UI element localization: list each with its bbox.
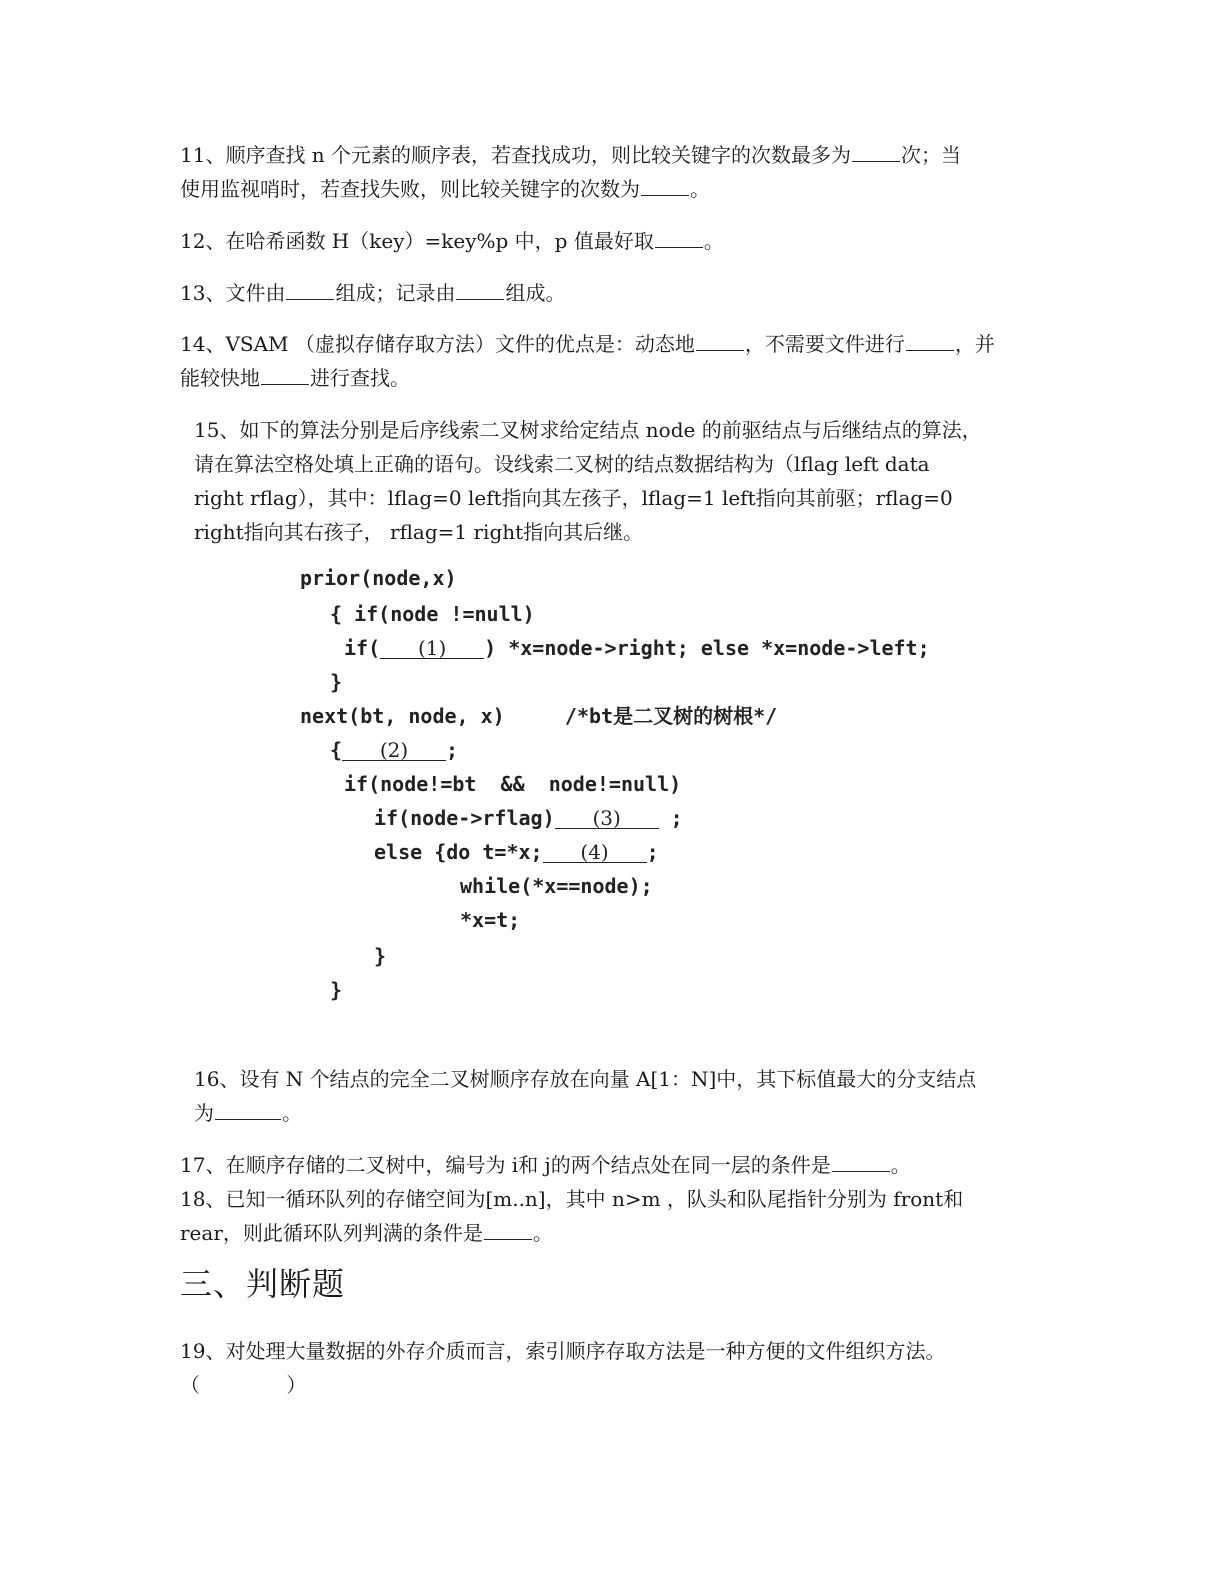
question-19-line-1: 19、对处理大量数据的外存介质而言，索引顺序存取方法是一种方便的文件组织方法。 <box>180 1339 946 1363</box>
question-13: 13、文件由 组成；记录由 组成。 <box>180 276 1040 310</box>
answer-blank[interactable] <box>696 328 744 351</box>
code-line: else {do t=*x; (4) ; <box>374 840 659 864</box>
code-line: { (2) ; <box>330 738 459 762</box>
question-18-line-2: rear，则此循环队列判满的条件是 。 <box>180 1216 1040 1250</box>
question-17: 17、在顺序存储的二叉树中，编号为 i和 j的两个结点处在同一层的条件是 。 <box>180 1148 1040 1182</box>
answer-blank[interactable] <box>641 173 689 196</box>
code-blank-2[interactable]: (2) <box>342 740 446 761</box>
answer-blank[interactable] <box>215 1097 281 1120</box>
answer-parentheses[interactable]: （ ） <box>180 1373 347 1397</box>
question-19 <box>180 1334 1040 1402</box>
code-line: next(bt, node, x) /*bt是二叉树的树根*/ <box>300 704 778 728</box>
code-line: } <box>330 670 343 694</box>
question-15-line-2: 请在算法空格处填上正确的语句。设线索二叉树的结点数据结构为（lflag left data <box>194 452 930 476</box>
answer-blank[interactable] <box>484 1217 532 1240</box>
question-15-line-4: right指向其右孩子， rflag=1 right指向其后继。 <box>194 520 644 544</box>
question-11-line-2: 使用监视哨时，若查找失败，则比较关键字的次数为 。 <box>180 172 1040 206</box>
section-heading: 三、判断题 <box>180 1265 346 1303</box>
code-blank-1[interactable]: (1) <box>380 638 484 659</box>
answer-blank[interactable] <box>286 277 334 300</box>
question-14-line-2: 能较快地 进行查找。 <box>180 361 1040 395</box>
question-18 <box>180 1182 1040 1250</box>
code-line: prior(node,x) <box>300 566 457 590</box>
answer-blank[interactable] <box>261 362 309 385</box>
code-line: } <box>330 978 343 1002</box>
answer-blank[interactable] <box>852 139 900 162</box>
code-line: if( (1) ) *x=node->right; else *x=node->left; <box>344 636 930 660</box>
answer-blank[interactable] <box>655 225 703 248</box>
question-18-line-1: 18、已知一循环队列的存储空间为[m..n]，其中 n>m ，队头和队尾指针分别为 front和 <box>180 1187 964 1211</box>
question-16-line-1: 16、设有 N 个结点的完全二叉树顺序存放在向量 A[1：N]中，其下标值最大的分支结点 <box>194 1067 977 1091</box>
code-line: *x=t; <box>460 908 521 932</box>
code-line: if(node->rflag) (3) ; <box>374 806 683 830</box>
code-blank-3[interactable]: (3) <box>555 808 659 829</box>
question-15-line-3: right rflag），其中：lflag=0 left指向其左孩子，lflag=1 left指向其前驱；rflag=0 <box>194 486 953 510</box>
answer-blank[interactable] <box>832 1149 890 1172</box>
question-12: 12、在哈希函数 H（key）=key%p 中，p 值最好取 。 <box>180 224 1040 258</box>
question-14-line-1: 14、VSAM （虚拟存储存取方法）文件的优点是：动态地 ，不需要文件进行 ，并 <box>180 327 1040 361</box>
question-15-line-1: 15、如下的算法分别是后序线索二叉树求给定结点 node 的前驱结点与后继结点的算法， <box>194 418 982 442</box>
code-line: if(node!=bt && node!=null) <box>344 772 682 796</box>
code-line: while(*x==node); <box>460 874 653 898</box>
code-line: { if(node !=null) <box>330 602 535 626</box>
question-11 <box>180 138 1040 206</box>
question-16 <box>194 1062 1054 1130</box>
answer-blank[interactable] <box>906 328 954 351</box>
question-16-line-2: 为 。 <box>194 1096 1054 1130</box>
answer-blank[interactable] <box>456 277 504 300</box>
question-14 <box>180 327 1040 395</box>
code-line: } <box>374 944 387 968</box>
question-15 <box>194 413 1054 549</box>
code-blank-4[interactable]: (4) <box>543 842 647 863</box>
question-11-line-1: 11、顺序查找 n 个元素的顺序表，若查找成功，则比较关键字的次数最多为 次；当 <box>180 138 1040 172</box>
